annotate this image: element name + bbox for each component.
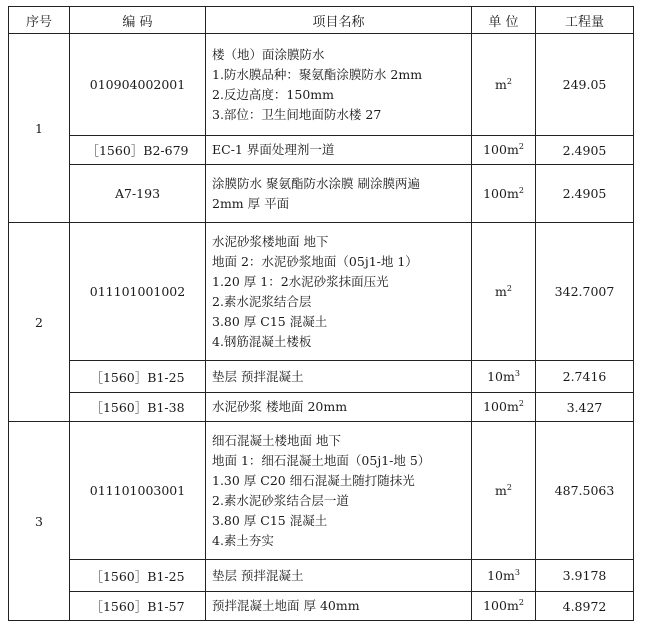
description-cell xyxy=(206,422,472,560)
unit-base: m xyxy=(495,77,507,93)
description-line: EC-1 界面处理剂一道 xyxy=(212,142,335,157)
description-cell xyxy=(206,592,472,621)
unit-base: 10m xyxy=(487,568,515,584)
description-cell xyxy=(206,223,472,361)
unit-exponent: 2 xyxy=(506,283,512,293)
unit-base: 100m xyxy=(483,186,519,202)
unit-base: m xyxy=(495,284,507,300)
description-cell xyxy=(206,361,472,393)
description-line: 地面 2：水泥砂浆地面（05j1-地 1） xyxy=(212,253,418,269)
description-line: 水泥砂浆 楼地面 20mm xyxy=(212,399,348,414)
quantity-cell: 487.5063 xyxy=(536,422,634,560)
description-line: 1.防水膜品种：聚氨酯涂膜防水 2mm xyxy=(212,66,423,82)
description-line: 4.钢筋混凝土楼板 xyxy=(212,333,312,349)
unit-base: 10m xyxy=(487,369,515,385)
description-line: 2.反边高度：150mm xyxy=(212,86,334,102)
table-row xyxy=(9,223,634,361)
description-line: 3.部位：卫生间地面防水楼 27 xyxy=(212,106,382,122)
quantity-cell: 342.7007 xyxy=(536,223,634,361)
description-line: 楼（地）面涂膜防水 xyxy=(212,46,325,62)
code-cell: ［1560］B1-57 xyxy=(70,592,206,621)
unit-base: 100m xyxy=(483,598,519,614)
description-line: 3.80 厚 C15 混凝土 xyxy=(212,313,328,329)
table-row xyxy=(9,34,634,136)
unit-cell xyxy=(472,592,536,621)
description-cell xyxy=(206,165,472,223)
unit-base: 100m xyxy=(483,142,519,158)
code-cell: 011101001002 xyxy=(70,223,206,361)
description-line: 水泥砂浆楼地面 地下 xyxy=(212,233,329,249)
header-qty: 工程量 xyxy=(536,7,634,34)
unit-cell xyxy=(472,361,536,393)
code-cell: A7-193 xyxy=(70,165,206,223)
description-cell xyxy=(206,560,472,592)
description-line: 4.素土夯实 xyxy=(212,532,274,548)
table-row xyxy=(9,361,634,393)
code-cell: ［1560］B1-38 xyxy=(70,393,206,422)
unit-cell xyxy=(472,34,536,136)
description-cell xyxy=(206,136,472,165)
seq-cell: 1 xyxy=(9,34,70,223)
description-line: 细石混凝土楼地面 地下 xyxy=(212,432,341,448)
unit-cell xyxy=(472,560,536,592)
unit-exponent: 2 xyxy=(506,76,512,86)
unit-cell xyxy=(472,223,536,361)
description-line: 2mm 厚 平面 xyxy=(212,195,290,211)
header-seq: 序号 xyxy=(9,7,70,34)
unit-base: m xyxy=(495,483,507,499)
header-code: 编 码 xyxy=(70,7,206,34)
table-body xyxy=(9,34,634,621)
unit-exponent: 2 xyxy=(518,598,524,608)
description-line: 3.80 厚 C15 混凝土 xyxy=(212,512,328,528)
unit-cell xyxy=(472,422,536,560)
quantity-table-container xyxy=(8,6,633,621)
quantity-table xyxy=(8,6,634,621)
code-cell: ［1560］B1-25 xyxy=(70,361,206,393)
quantity-cell: 3.427 xyxy=(536,393,634,422)
table-row xyxy=(9,592,634,621)
description-cell xyxy=(206,34,472,136)
unit-exponent: 2 xyxy=(506,482,512,492)
description-cell xyxy=(206,393,472,422)
unit-exponent: 2 xyxy=(518,185,524,195)
quantity-cell: 4.8972 xyxy=(536,592,634,621)
description-line: 2.素水泥砂浆结合层一道 xyxy=(212,492,349,508)
quantity-cell: 249.05 xyxy=(536,34,634,136)
unit-exponent: 3 xyxy=(514,368,520,378)
unit-cell xyxy=(472,393,536,422)
quantity-cell: 2.7416 xyxy=(536,361,634,393)
description-line: 预拌混凝土地面 厚 40mm xyxy=(212,598,360,613)
description-line: 1.20 厚 1：2水泥砂浆抹面压光 xyxy=(212,273,389,289)
description-line: 地面 1：细石混凝土地面（05j1-地 5） xyxy=(212,452,431,468)
table-row xyxy=(9,422,634,560)
description-line: 2.素水泥浆结合层 xyxy=(212,293,312,309)
header-unit: 单 位 xyxy=(472,7,536,34)
unit-cell xyxy=(472,165,536,223)
description-line: 垫层 预拌混凝土 xyxy=(212,368,304,384)
description-line: 涂膜防水 聚氨酯防水涂膜 刷涂膜两遍 xyxy=(212,175,420,191)
code-cell: 011101003001 xyxy=(70,422,206,560)
table-row xyxy=(9,393,634,422)
table-row xyxy=(9,136,634,165)
unit-cell xyxy=(472,136,536,165)
unit-exponent: 3 xyxy=(514,567,520,577)
code-cell: ［1560］B1-25 xyxy=(70,560,206,592)
unit-exponent: 2 xyxy=(518,399,524,409)
description-line: 垫层 预拌混凝土 xyxy=(212,567,304,583)
table-row xyxy=(9,560,634,592)
quantity-cell: 3.9178 xyxy=(536,560,634,592)
description-line: 1.30 厚 C20 细石混凝土随打随抹光 xyxy=(212,472,415,488)
table-row xyxy=(9,165,634,223)
unit-exponent: 2 xyxy=(518,142,524,152)
code-cell: ［1560］B2-679 xyxy=(70,136,206,165)
seq-cell: 3 xyxy=(9,422,70,621)
quantity-cell: 2.4905 xyxy=(536,165,634,223)
code-cell: 010904002001 xyxy=(70,34,206,136)
header-row xyxy=(9,7,634,34)
header-name: 项目名称 xyxy=(206,7,472,34)
seq-cell: 2 xyxy=(9,223,70,422)
quantity-cell: 2.4905 xyxy=(536,136,634,165)
unit-base: 100m xyxy=(483,399,519,415)
